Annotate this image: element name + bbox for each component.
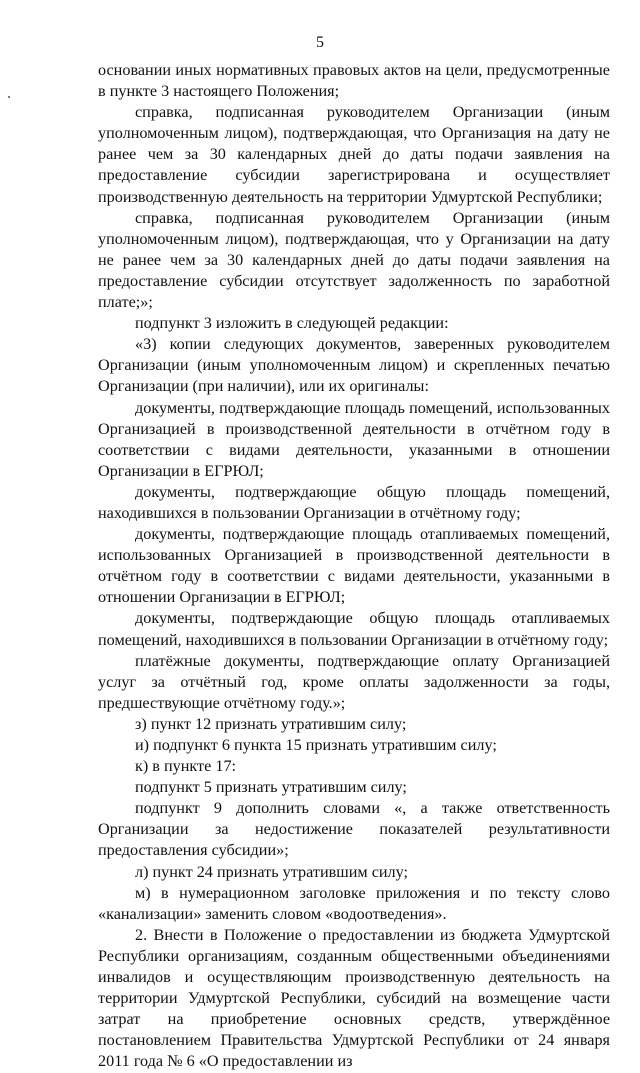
paragraph-section-2: 2. Внести в Положение о предоставлении из бюджета Удмуртской Республики организациям, созданным общественными объединениями инвалидов и осуществляющим производственную деятельность на территории Удмуртской Республики, субсидий на возмещение части затрат на приобретение основных средств, утверждённое постановлением Правительства Удмуртской Республики от 24 января 2011 года № 6 «О предоставлении из xyxy=(98,925,610,1071)
paragraph-subitem-9: подпункт 9 дополнить словами «, а также ответственность Организации за недостижение показателей результативности предоставления субсидии»; xyxy=(98,799,610,860)
paragraph-item-k: к) в пункте 17: xyxy=(135,757,237,776)
paragraph-subitem-3-text: «3) копии следующих документов, заверенных руководителем Организации (иным уполномоченным лицом) и скрепленных печатью Организации (при наличии), или их оригиналы: xyxy=(98,335,610,396)
paragraph-item-m: м) в нумерационном заголовке приложения и по тексту слово «канализации» заменить словом «водоотведения». xyxy=(98,883,610,923)
paragraph-item-l: л) пункт 24 признать утратившим силу; xyxy=(135,862,409,881)
paragraph-certificate-salary: справка, подписанная руководителем Организации (иным уполномоченным лицом), подтверждающая, что у Организации на дату не ранее чем за 30 календарных дней до даты подачи заявления на предоставление субсидии отсутствует задолженность по заработной плате;»; xyxy=(98,208,610,312)
paragraph-subitem-5: подпункт 5 признать утратившим силу; xyxy=(135,778,407,797)
paragraph-item-i: и) подпункт 6 пункта 15 признать утратившим силу; xyxy=(135,736,497,754)
body-text xyxy=(98,60,610,1073)
paragraph-item-z: з) пункт 12 признать утратившим силу; xyxy=(135,714,407,733)
scan-speck xyxy=(8,96,10,98)
paragraph-payment-docs: платёжные документы, подтверждающие оплату Организацией услуг за отчётный год, кроме оплаты задолженности за годы, предшествующие отчётному году.»; xyxy=(98,651,610,712)
paragraph-docs-area-total: документы, подтверждающие общую площадь помещений, находившихся в пользовании Организации в отчётному году; xyxy=(98,482,610,522)
paragraph-subitem-3-intro: подпункт 3 изложить в следующей редакции: xyxy=(135,314,449,333)
paragraph-continuation: основании иных нормативных правовых актов на цели, предусмотренные в пункте 3 настоящего Положения; xyxy=(98,61,610,101)
paragraph-docs-area-used: документы, подтверждающие площадь помещений, использованных Организацией в производственной деятельности в отчётном году в соответствии с видами деятельности, указанными в отношении Организации в ЕГРЮЛ; xyxy=(98,398,610,480)
paragraph-docs-heated-used: документы, подтверждающие площадь отапливаемых помещений, использованных Организацией в производственной деятельности в отчётном году в соответствии с видами деятельности, указанными в отношении Организации в ЕГРЮЛ; xyxy=(98,525,610,607)
page-number: 5 xyxy=(316,34,324,51)
paragraph-docs-heated-total: документы, подтверждающие общую площадь отапливаемых помещений, находившихся в пользовании Организации в отчётному году; xyxy=(98,609,610,649)
paragraph-certificate-registration: справка, подписанная руководителем Организации (иным уполномоченным лицом), подтверждающая, что Организация на дату не ранее чем за 30 календарных дней до даты подачи заявления на предоставление субсидии зарегистрирована и осуществляет производственную деятельность на территории Удмуртской Республики; xyxy=(98,103,610,206)
